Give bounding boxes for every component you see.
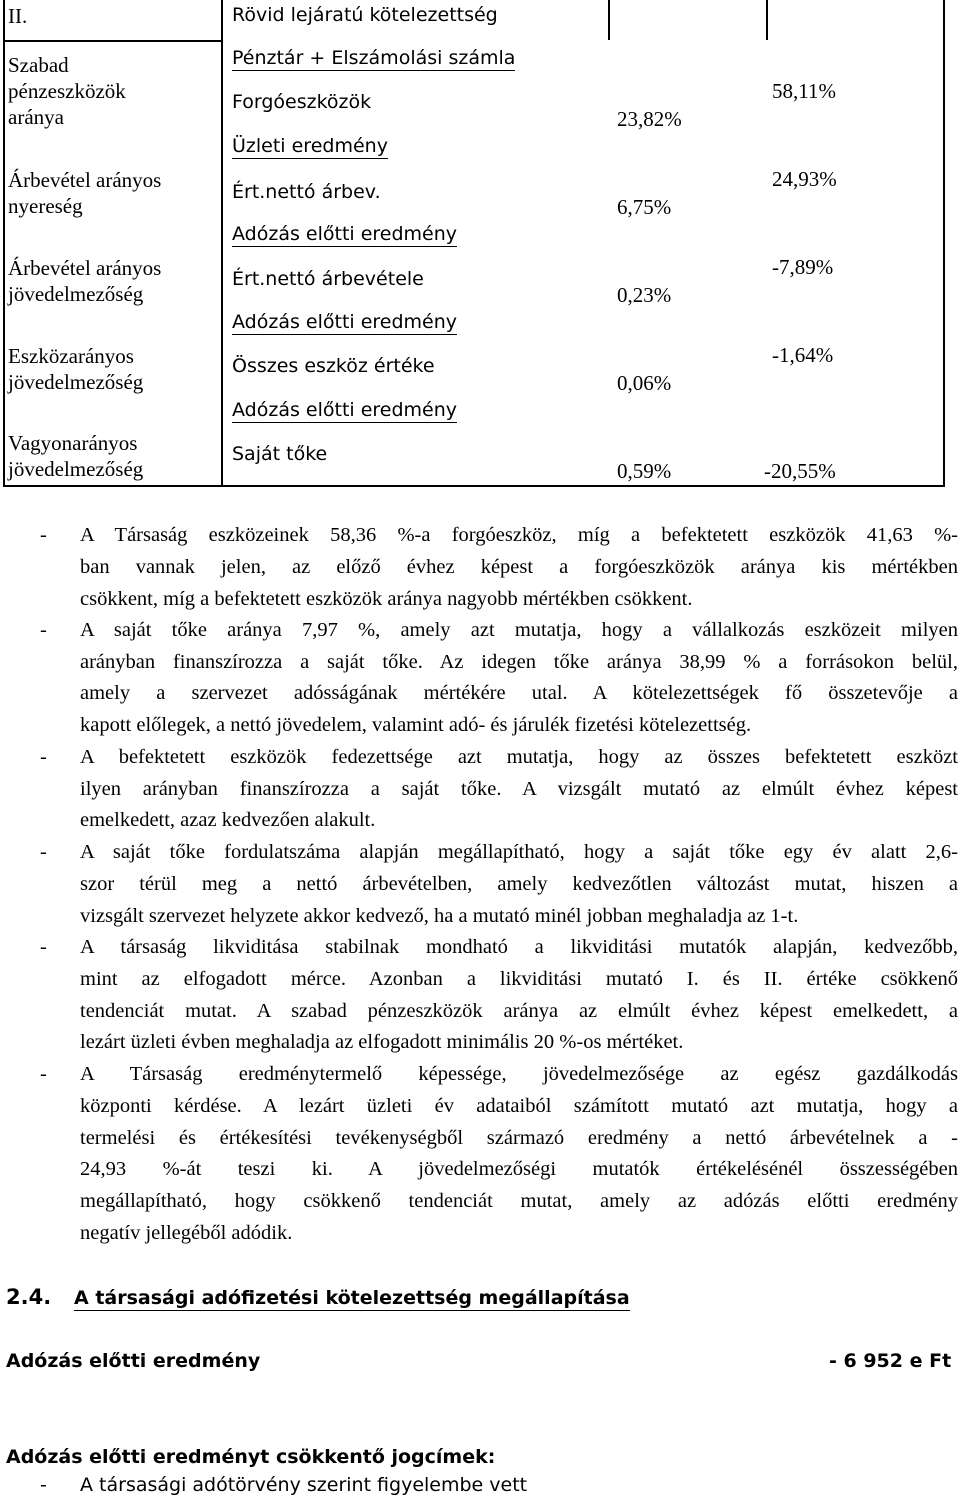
value-previous: 0,59% bbox=[617, 459, 672, 483]
value-previous: 0,23% bbox=[617, 283, 672, 307]
formula-denominator: Forgóeszközök bbox=[232, 91, 372, 113]
formula-denominator: Ért.nettó árbevétele bbox=[232, 268, 424, 290]
bullet-dash: - bbox=[40, 936, 47, 958]
paragraph-line: csökkent, míg a befektetett eszközök aránya nagyobb mértékben csökkent. bbox=[80, 588, 693, 610]
formula-denominator: Összes eszköz értéke bbox=[232, 355, 435, 377]
bullet-dash: - bbox=[40, 841, 47, 863]
result-value: - 6 952 e Ft bbox=[829, 1350, 952, 1372]
table-border-col3 bbox=[766, 0, 768, 40]
reductions-item: A társasági adótörvény szerint figyelembe vett bbox=[80, 1474, 528, 1496]
table-header-rule bbox=[3, 40, 222, 42]
paragraph-line: A saját tőke fordulatszáma alapján megállapítható, hogy a saját tőke egy év alatt 2,6- bbox=[80, 841, 958, 863]
section-number: 2.4. bbox=[6, 1285, 52, 1309]
paragraph-line: 24,93 %-át teszi ki. A jövedelmezőségi mutatók értékelésénél összességében bbox=[80, 1158, 958, 1180]
paragraph-line: központi kérdése. A lezárt üzleti év adataiból számított mutató azt mutatja, hogy a bbox=[80, 1095, 958, 1117]
row-label: Árbevétel arányos jövedelmezőség bbox=[8, 256, 162, 306]
value-previous: 6,75% bbox=[617, 195, 672, 219]
paragraph-line: szor térül meg a nettó árbevételben, amely kedvezőtlen változást mutat, hiszen a bbox=[80, 873, 958, 895]
paragraph-line: termelési és értékesítési tevékenységből származó eredmény a nettó árbevételnek a - bbox=[80, 1127, 958, 1149]
row-label: Árbevétel arányos nyereség bbox=[8, 168, 162, 218]
value-previous: 0,06% bbox=[617, 371, 672, 395]
section-number: II. bbox=[8, 4, 28, 28]
paragraph-line: vizsgált szervezet helyzete akkor kedvező, ha a mutató minél jobban meghaladja az 1-t. bbox=[80, 905, 799, 927]
paragraph-line: arányban finanszírozza a saját tőke. Az idegen tőke aránya 38,99 % a forrásokon belül, bbox=[80, 651, 958, 673]
paragraph-line: ilyen arányban finanszírozza a saját tőke. A vizsgált mutató az elmúlt évhez képest bbox=[80, 778, 958, 800]
formula-denominator: Ért.nettó árbev. bbox=[232, 181, 381, 203]
paragraph-line: megállapítható, hogy csökkenő tendenciát mutat, amely az adózás előtti eredmény bbox=[80, 1190, 958, 1212]
bullet-dash: - bbox=[40, 524, 47, 546]
bullet-dash: - bbox=[40, 1474, 47, 1496]
row-label: Eszközarányos jövedelmezőség bbox=[8, 344, 144, 394]
paragraph-line: kapott előlegek, a nettó jövedelem, valamint adó- és járulék fizetési kötelezettség. bbox=[80, 714, 752, 736]
table-border-col1 bbox=[221, 0, 223, 487]
paragraph-line: amely a szervezet adósságának mértékére utal. A kötelezettségek fő összetevője a bbox=[80, 682, 958, 704]
value-current: 58,11% bbox=[772, 79, 836, 103]
bullet-dash: - bbox=[40, 1063, 47, 1085]
paragraph-line: A társaság likviditása stabilnak mondható a likviditási mutatók alapján, kedvezőbb, bbox=[80, 936, 958, 958]
value-current: -20,55% bbox=[764, 459, 836, 483]
table-border-col2 bbox=[608, 0, 610, 40]
paragraph-line: negatív jellegéből adódik. bbox=[80, 1222, 293, 1244]
bullet-dash: - bbox=[40, 746, 47, 768]
table-border-right bbox=[943, 0, 945, 487]
row-label: Szabad pénzeszközök aránya bbox=[8, 53, 126, 129]
formula-numerator: Pénztár + Elszámolási számla bbox=[232, 47, 516, 69]
paragraph-line: A befektetett eszközök fedezettsége azt mutatja, hogy az összes befektetett eszközt bbox=[80, 746, 958, 768]
section-title: A társasági adófizetési kötelezettség megállapítása bbox=[74, 1287, 630, 1309]
bullet-dash: - bbox=[40, 619, 47, 641]
paragraph-line: mint az elfogadott mérce. Azonban a likviditási mutató I. és II. értéke csökkenő bbox=[80, 968, 958, 990]
reductions-heading: Adózás előtti eredményt csökkentő jogcímek: bbox=[6, 1446, 496, 1468]
paragraph-line: A saját tőke aránya 7,97 %, amely azt mutatja, hogy a vállalkozás eszközeit milyen bbox=[80, 619, 958, 641]
row-label: Vagyonarányos jövedelmezőség bbox=[8, 431, 144, 481]
value-previous: 23,82% bbox=[617, 107, 682, 131]
value-current: -1,64% bbox=[772, 343, 834, 367]
header-label: Rövid lejáratú kötelezettség bbox=[232, 4, 498, 26]
ratio-table bbox=[0, 0, 960, 490]
formula-numerator: Adózás előtti eredmény bbox=[232, 399, 458, 421]
paragraph-line: lezárt üzleti évben meghaladja az elfogadott minimális 20 %-os mértéket. bbox=[80, 1031, 684, 1053]
paragraph-line: ban vannak jelen, az előző évhez képest a forgóeszközök aránya kis mértékben bbox=[80, 556, 958, 578]
value-current: 24,93% bbox=[772, 167, 837, 191]
formula-numerator: Üzleti eredmény bbox=[232, 135, 388, 157]
value-current: -7,89% bbox=[772, 255, 834, 279]
paragraph-line: emelkedett, azaz kedvezően alakult. bbox=[80, 809, 376, 831]
result-label: Adózás előtti eredmény bbox=[6, 1350, 261, 1372]
formula-denominator: Saját tőke bbox=[232, 443, 328, 465]
formula-numerator: Adózás előtti eredmény bbox=[232, 311, 458, 333]
table-border-left bbox=[3, 0, 5, 487]
paragraph-line: A Társaság eredménytermelő képessége, jövedelmezősége az egész gazdálkodás bbox=[80, 1063, 958, 1085]
paragraph-line: tendenciát mutat. A szabad pénzeszközök aránya az elmúlt évhez képest emelkedett, a bbox=[80, 1000, 958, 1022]
paragraph-line: A Társaság eszközeinek 58,36 %-a forgóeszköz, míg a befektetett eszközök 41,63 %- bbox=[80, 524, 958, 546]
formula-numerator: Adózás előtti eredmény bbox=[232, 223, 458, 245]
table-border-bottom bbox=[3, 485, 945, 487]
